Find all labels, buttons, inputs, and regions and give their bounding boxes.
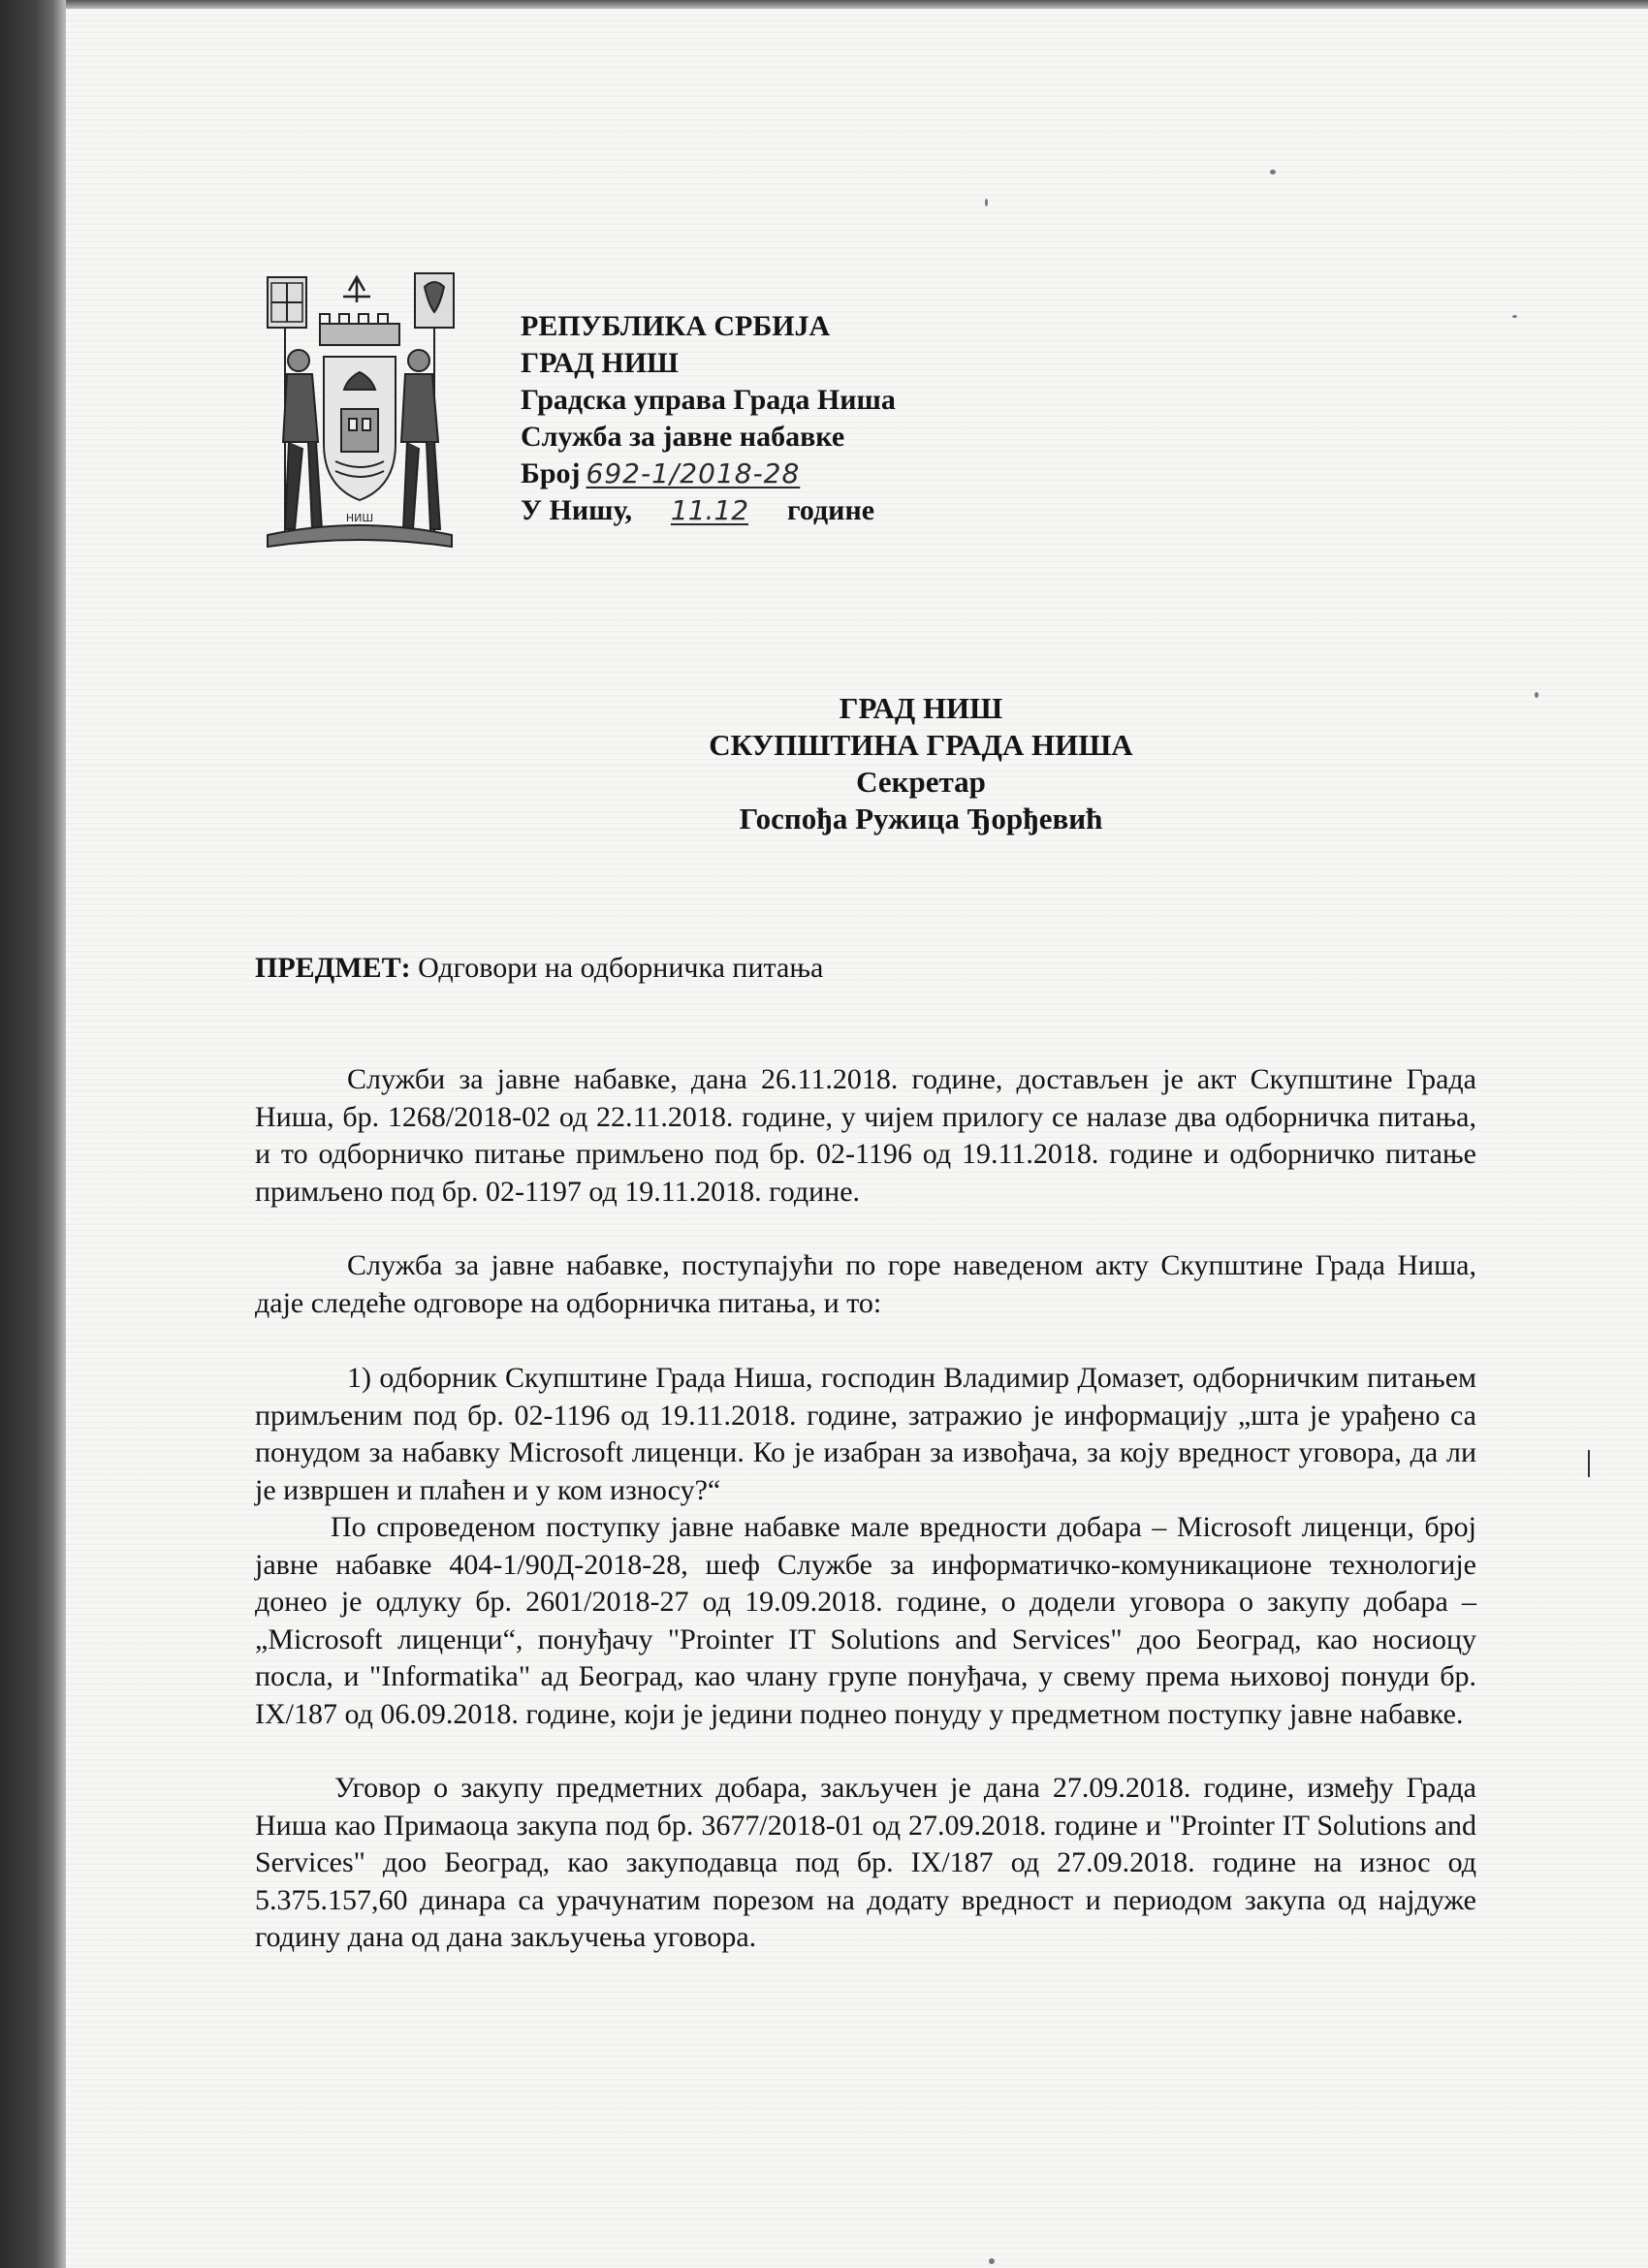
subject-label: ПРЕДМЕТ: bbox=[255, 952, 411, 984]
crest-banner-text: НИШ bbox=[345, 512, 374, 524]
scan-top-edge bbox=[0, 0, 1648, 9]
paragraph-1 bbox=[255, 1061, 1476, 1211]
scan-speck bbox=[1512, 315, 1517, 318]
subject-line bbox=[255, 952, 823, 985]
paragraph-4 bbox=[255, 1509, 1476, 1733]
scan-speck bbox=[985, 199, 988, 206]
paragraph-1-text: Служби за јавне набавке, дана 26.11.2018. године, достављен је акт Скупштине Града Ниша, бр. 1268/2018-02 од 22.11.2018. године, у чијем прилогу се налазе два одборничка питања, и то одборничко питање примљено под бр. 02-1196 од 19.11.2018. године и одборничко питање примљено под бр. 02-1197 од 19.11.2018. године. bbox=[255, 1063, 1476, 1208]
paragraph-4-text: По спроведеном поступку јавне набавке мале вредности добара – Microsoft лиценци, број јавне набавке 404-1/90Д-2018-28, шеф Службе за информатичко-комуникационе технологије донео је одлуку бр. 2601/2018-27 од 19.09.2018. године, о додели уговора о закупу добара – „Microsoft лиценци“, понуђачу "Prointer IT Solutions and Services" доо Београд, као носиоцу посла, и "Informatika" ад Београд, као члану групе понуђача, у свему према њиховој понуди бр. IX/187 од 06.09.2018. године, који је једини поднео понуду у предметном поступку јавне набавке. bbox=[255, 1511, 1476, 1730]
letterhead-city: ГРАД НИШ bbox=[521, 347, 679, 379]
number-label: Број bbox=[521, 457, 581, 489]
letterhead-country: РЕПУБЛИКА СРБИЈА bbox=[521, 310, 831, 342]
paragraph-2-text: Служба за јавне набавке, поступајући по горе наведеном акту Скупштине Града Ниша, даје следеће одговоре на одборничка питања, и то: bbox=[255, 1249, 1476, 1319]
handwritten-number: 692-1/2018-28 bbox=[586, 457, 801, 489]
recipient-title: Секретар bbox=[856, 765, 986, 799]
paragraph-5-text: Уговор о закупу предметних добара, закључен је дана 27.09.2018. године, између Града Ниша као Примаоца закупа под бр. 3677/2018-01 од 27.09.2018. године и "Prointer IT Solutions and Services" доо Београд, као закуподавца под бр. IX/187 од 27.09.2018. године на износ од 5.375.157,60 динара са урачунатим порезом на додату вредност и периодом закупа од најдуже годину дана од дана закључења уговора. bbox=[255, 1772, 1476, 1953]
recipient-block bbox=[582, 690, 1260, 837]
handwritten-date: 11.12 bbox=[670, 494, 749, 526]
scan-speck bbox=[989, 2258, 995, 2264]
coat-of-arms-icon bbox=[260, 264, 459, 554]
subject-text: Одговори на одборничка питања bbox=[418, 952, 824, 984]
year-suffix: године bbox=[786, 494, 875, 526]
margin-mark bbox=[1588, 1450, 1590, 1477]
scan-left-edge bbox=[0, 0, 66, 2268]
scan-speck bbox=[1270, 170, 1276, 174]
recipient-name: Госпођа Ружица Ђорђевић bbox=[739, 802, 1103, 835]
letterhead-department: Служба за јавне набавке bbox=[521, 421, 845, 453]
letterhead-date-row bbox=[521, 492, 1063, 529]
scan-speck bbox=[1535, 692, 1538, 698]
place-label: У Нишу, bbox=[521, 494, 632, 526]
paragraph-2 bbox=[255, 1247, 1476, 1322]
recipient-assembly: СКУПШТИНА ГРАДА НИША bbox=[709, 728, 1133, 762]
paragraph-3-text: 1) одборник Скупштине Града Ниша, господин Владимир Домазет, одборничким питањем примљеним под бр. 02-1196 од 19.11.2018. године, затражио је информацију „шта је урађено са понудом за набавку Microsoft лиценци. Ко је изабран за извођача, за коју вредност уговора, да ли је извршен и плаћен и у ком износу?“ bbox=[255, 1362, 1476, 1506]
letterhead-number-row bbox=[521, 456, 1063, 492]
recipient-city: ГРАД НИШ bbox=[839, 691, 1003, 725]
letterhead-administration: Градска управа Града Ниша bbox=[521, 384, 896, 416]
letterhead bbox=[521, 308, 1063, 529]
paragraph-5 bbox=[255, 1770, 1476, 1957]
paragraph-3 bbox=[255, 1360, 1476, 1509]
